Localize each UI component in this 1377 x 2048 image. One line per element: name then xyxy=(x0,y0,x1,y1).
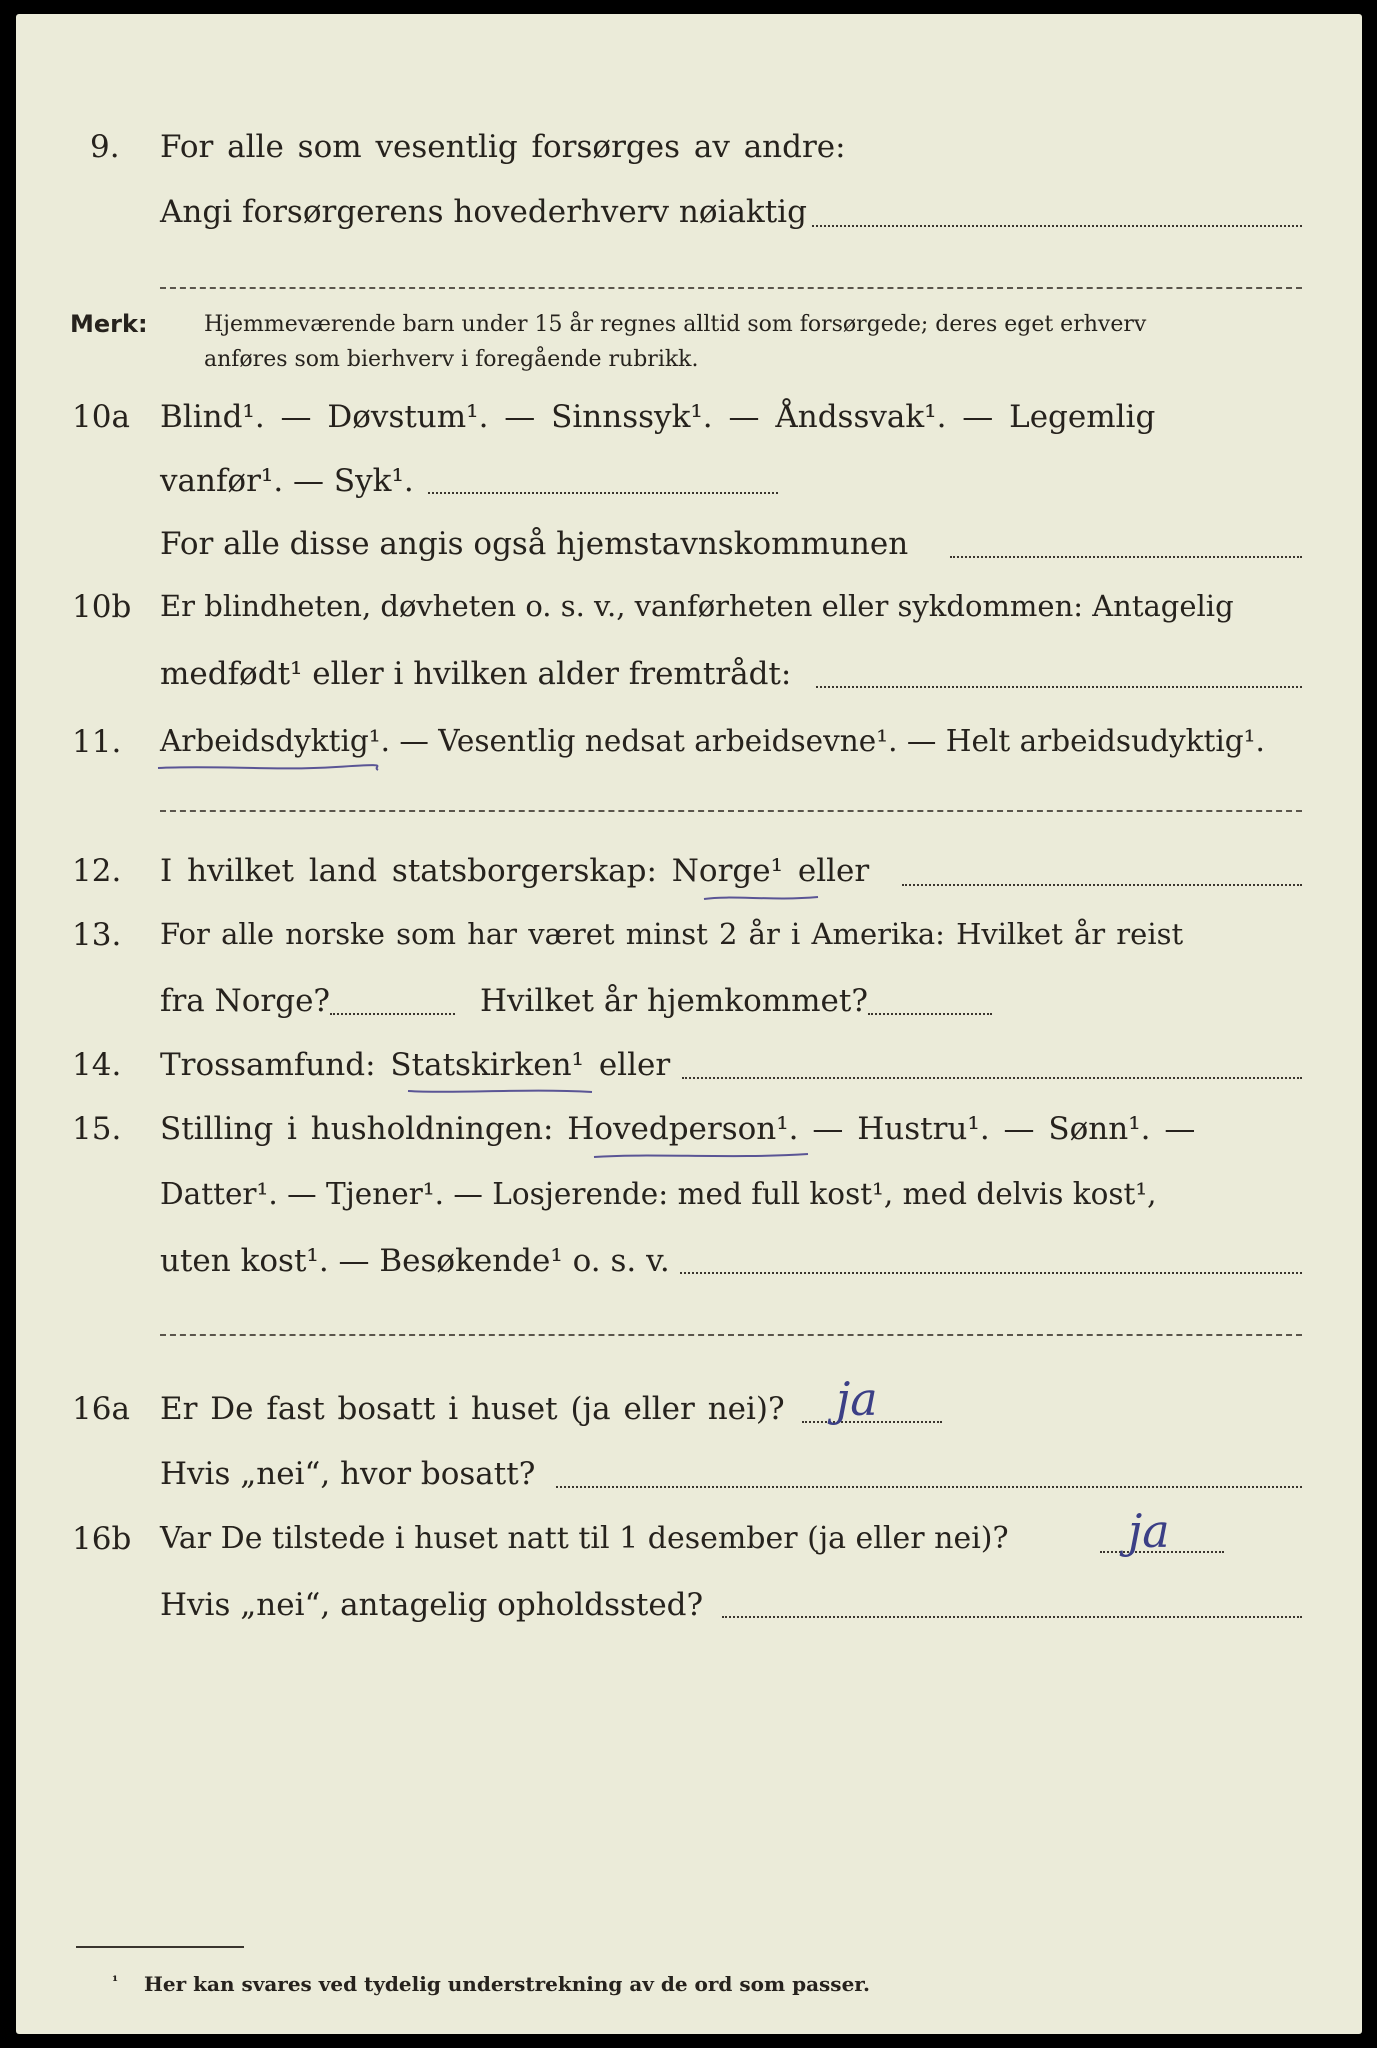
q13-line2b: Hvilket år hjemkommet? xyxy=(480,983,868,1019)
footnote-text: Her kan svares ved tydelig understrekning av de ord som passer. xyxy=(144,1972,870,1996)
q13-departure-year-line xyxy=(330,1013,455,1015)
q9-answer-line-2 xyxy=(160,287,1302,289)
q10a-line1: Blind¹. — Døvstum¹. — Sinnssyk¹. — Åndssvak¹. — Legemlig xyxy=(160,399,1156,435)
q14-line1: Trossamfund: Statskirken¹ eller xyxy=(160,1047,671,1083)
q11-answer-line xyxy=(160,810,1302,812)
q10a-line2: vanfør¹. — Syk¹. xyxy=(160,463,414,499)
q10a-answer-line xyxy=(428,492,778,494)
q10b-line1: Er blindheten, døvheten o. s. v., vanførheten eller sykdommen: Antagelig xyxy=(160,589,1234,623)
q10b-number: 10b xyxy=(72,589,132,625)
q10a-number: 10a xyxy=(72,399,130,435)
q10a-hometown-line xyxy=(950,556,1302,558)
q15-line2: Datter¹. — Tjener¹. — Losjerende: med full kost¹, med delvis kost¹, xyxy=(160,1177,1157,1211)
q16a-handwritten-answer: ja xyxy=(836,1372,878,1426)
q16a-line2: Hvis „nei“, hvor bosatt? xyxy=(160,1456,536,1492)
q15-answer-line-2 xyxy=(160,1334,1302,1336)
q9-answer-line xyxy=(812,225,1302,227)
q14-handwritten-underline xyxy=(406,1085,596,1099)
q15-line1: Stilling i husholdningen: Hovedperson¹. — Hustru¹. — Sønn¹. — xyxy=(160,1111,1196,1147)
q15-line3: uten kost¹. — Besøkende¹ o. s. v. xyxy=(160,1243,670,1279)
footnote-mark: ¹ xyxy=(112,1974,119,1990)
merk-label: Merk: xyxy=(70,310,148,338)
q16a-line1: Er De fast bosatt i huset (ja eller nei)? xyxy=(160,1391,785,1427)
q12-handwritten-underline xyxy=(702,891,822,905)
q12-number: 12. xyxy=(72,853,122,889)
q13-line1: For alle norske som har været minst 2 år i Amerika: Hvilket år reist xyxy=(160,917,1184,951)
q12-line1: I hvilket land statsborgerskap: Norge¹ eller xyxy=(160,853,870,889)
q16a-number: 16a xyxy=(72,1391,130,1427)
footnote-separator xyxy=(76,1946,244,1948)
q9-line2: Angi forsørgerens hovederhverv nøiaktig xyxy=(160,194,807,230)
q9-number: 9. xyxy=(90,129,120,165)
q10b-answer-line xyxy=(816,686,1302,688)
q13-number: 13. xyxy=(72,917,122,953)
q11-number: 11. xyxy=(72,724,122,760)
q14-answer-line xyxy=(682,1077,1302,1079)
q16b-line2: Hvis „nei“, antagelig opholdssted? xyxy=(160,1587,704,1623)
q13-line2a: fra Norge? xyxy=(160,983,331,1019)
q13-return-year-line xyxy=(868,1013,992,1015)
q14-number: 14. xyxy=(72,1047,122,1083)
q16b-number: 16b xyxy=(72,1521,132,1557)
merk-line1: Hjemmeværende barn under 15 år regnes alltid som forsørgede; deres eget erhverv xyxy=(204,312,1147,337)
q16b-handwritten-answer: ja xyxy=(1128,1504,1170,1558)
q11-handwritten-underline xyxy=(156,762,382,776)
merk-line2: anføres som bierhverv i foregående rubrikk. xyxy=(204,347,699,372)
q15-handwritten-underline xyxy=(592,1149,812,1163)
q16a-residence-line xyxy=(556,1486,1302,1488)
q15-answer-line xyxy=(680,1272,1302,1274)
q11-line1: Arbeidsdyktig¹. — Vesentlig nedsat arbeidsevne¹. — Helt arbeidsudyktig¹. xyxy=(160,724,1265,758)
census-form-page xyxy=(16,14,1362,2034)
q16b-whereabouts-line xyxy=(722,1616,1302,1618)
q12-answer-line xyxy=(902,884,1302,886)
q10b-line2: medfødt¹ eller i hvilken alder fremtrådt: xyxy=(160,656,792,692)
q15-number: 15. xyxy=(72,1111,122,1147)
q9-line1: For alle som vesentlig forsørges av andre: xyxy=(160,129,846,165)
q10a-line3: For alle disse angis også hjemstavnskommunen xyxy=(160,526,909,562)
q16b-line1: Var De tilstede i huset natt til 1 desember (ja eller nei)? xyxy=(160,1521,1009,1556)
